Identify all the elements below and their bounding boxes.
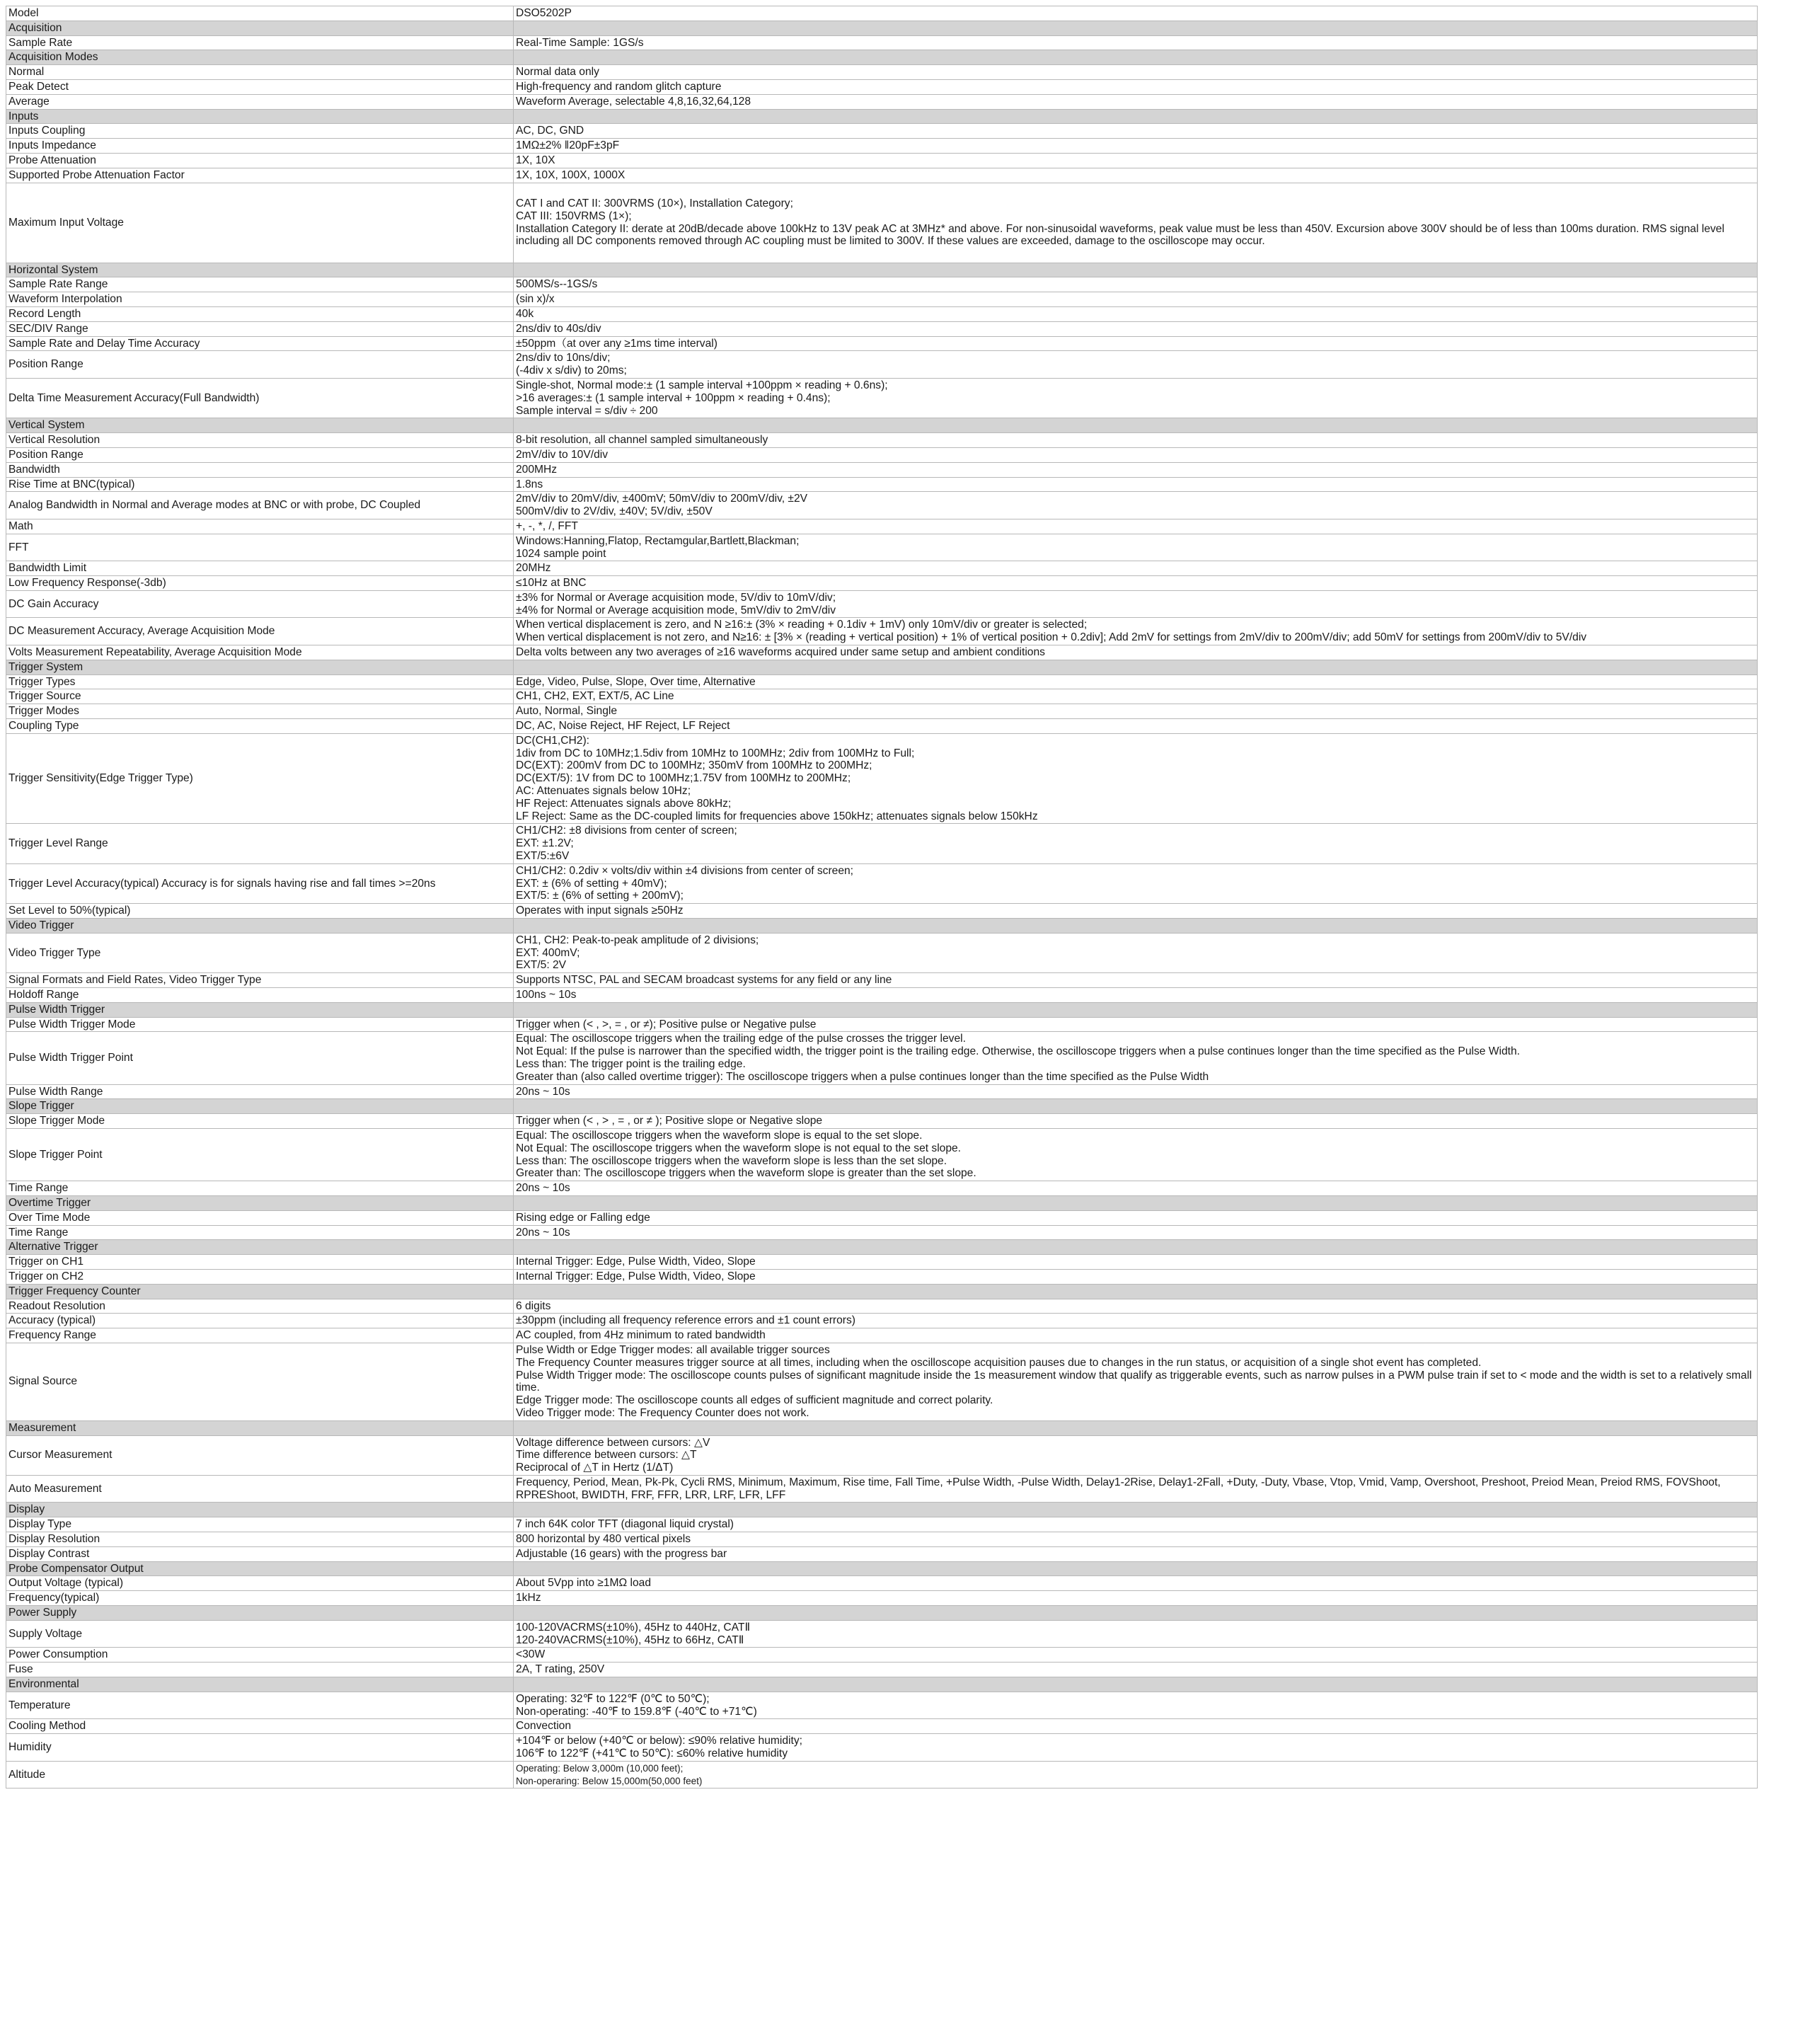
spec-label: Display Resolution <box>6 1532 514 1547</box>
section-title: Vertical System <box>6 418 514 433</box>
section-header-row <box>6 21 1758 35</box>
spec-value: 20ns ~ 10s <box>514 1084 1758 1099</box>
spec-value: Internal Trigger: Edge, Pulse Width, Video, Slope <box>514 1255 1758 1270</box>
spec-row <box>6 1591 1758 1606</box>
section-title: Power Supply <box>6 1606 514 1621</box>
spec-value: High-frequency and random glitch capture <box>514 79 1758 94</box>
spec-value: Auto, Normal, Single <box>514 704 1758 719</box>
spec-value: Convection <box>514 1719 1758 1734</box>
spec-row <box>6 277 1758 292</box>
spec-row <box>6 1692 1758 1719</box>
spec-value: 2ns/div to 10ns/div; (-4div x s/div) to 20ms; <box>514 351 1758 379</box>
spec-value: Trigger when (< , >, = , or ≠); Positive pulse or Negative pulse <box>514 1017 1758 1032</box>
spec-label: Sample Rate <box>6 35 514 50</box>
spec-label: Rise Time at BNC(typical) <box>6 477 514 492</box>
spec-row <box>6 1546 1758 1561</box>
spec-value: AC, DC, GND <box>514 124 1758 139</box>
spec-label: Trigger Source <box>6 689 514 704</box>
spec-label: Volts Measurement Repeatability, Average Acquisition Mode <box>6 645 514 660</box>
section-blank-cell <box>514 1240 1758 1255</box>
spec-row <box>6 1620 1758 1648</box>
spec-label: Frequency(typical) <box>6 1591 514 1606</box>
spec-row <box>6 1210 1758 1225</box>
section-title: Probe Compensator Output <box>6 1561 514 1576</box>
spec-value: 8-bit resolution, all channel sampled simultaneously <box>514 433 1758 448</box>
spec-row <box>6 351 1758 379</box>
section-header-row <box>6 1561 1758 1576</box>
spec-value: 2mV/div to 20mV/div, ±400mV; 50mV/div to 200mV/div, ±2V 500mV/div to 2V/div, ±40V; 5V/div, ±50V <box>514 492 1758 519</box>
spec-value: Single-shot, Normal mode:± (1 sample interval +100ppm × reading + 0.6ns); >16 averages:± (1 sample interval + 100ppm × reading + 0.4ns); Sample interval = s/div ÷ 200 <box>514 378 1758 418</box>
spec-row <box>6 824 1758 863</box>
section-title: Overtime Trigger <box>6 1195 514 1210</box>
section-blank-cell <box>514 418 1758 433</box>
spec-label: Signal Source <box>6 1343 514 1420</box>
section-header-row <box>6 109 1758 124</box>
spec-label: Output Voltage (typical) <box>6 1576 514 1591</box>
spec-row <box>6 1314 1758 1328</box>
section-title: Environmental <box>6 1677 514 1692</box>
spec-value: <30W <box>514 1648 1758 1663</box>
spec-label: Pulse Width Trigger Point <box>6 1032 514 1084</box>
spec-value: DSO5202P <box>514 6 1758 21</box>
spec-row <box>6 378 1758 418</box>
spec-label: Slope Trigger Mode <box>6 1114 514 1129</box>
spec-label: Waveform Interpolation <box>6 292 514 307</box>
section-blank-cell <box>514 21 1758 35</box>
spec-label: Supply Voltage <box>6 1620 514 1648</box>
section-blank-cell <box>514 1284 1758 1299</box>
spec-value: 1.8ns <box>514 477 1758 492</box>
section-title: Horizontal System <box>6 263 514 277</box>
section-header-row <box>6 1677 1758 1692</box>
spec-value: Internal Trigger: Edge, Pulse Width, Video, Slope <box>514 1269 1758 1284</box>
spec-row <box>6 462 1758 477</box>
section-header-row <box>6 1099 1758 1114</box>
spec-row <box>6 35 1758 50</box>
spec-value: Adjustable (16 gears) with the progress bar <box>514 1546 1758 1561</box>
spec-label: Math <box>6 519 514 534</box>
spec-value: 40k <box>514 306 1758 321</box>
spec-row <box>6 1648 1758 1663</box>
spec-row <box>6 1269 1758 1284</box>
section-header-row <box>6 1284 1758 1299</box>
spec-value: 1kHz <box>514 1591 1758 1606</box>
section-blank-cell <box>514 1503 1758 1517</box>
spec-label: Sample Rate Range <box>6 277 514 292</box>
spec-label: Trigger Types <box>6 674 514 689</box>
section-blank-cell <box>514 919 1758 934</box>
spec-label: Time Range <box>6 1181 514 1196</box>
section-blank-cell <box>514 1195 1758 1210</box>
spec-label: Record Length <box>6 306 514 321</box>
spec-label: Signal Formats and Field Rates, Video Trigger Type <box>6 973 514 988</box>
spec-label: Delta Time Measurement Accuracy(Full Bandwidth) <box>6 378 514 418</box>
spec-row <box>6 534 1758 561</box>
spec-label: Sample Rate and Delay Time Accuracy <box>6 336 514 351</box>
spec-label: DC Gain Accuracy <box>6 590 514 618</box>
spec-label: SEC/DIV Range <box>6 321 514 336</box>
spec-label: Slope Trigger Point <box>6 1128 514 1181</box>
spec-value: Real-Time Sample: 1GS/s <box>514 35 1758 50</box>
spec-row <box>6 1719 1758 1734</box>
spec-label: Altitude <box>6 1761 514 1788</box>
spec-label: Video Trigger Type <box>6 933 514 972</box>
section-header-row <box>6 50 1758 65</box>
spec-row <box>6 1435 1758 1475</box>
section-blank-cell <box>514 1606 1758 1621</box>
spec-value: Rising edge or Falling edge <box>514 1210 1758 1225</box>
spec-label: Supported Probe Attenuation Factor <box>6 168 514 183</box>
spec-label: Accuracy (typical) <box>6 1314 514 1328</box>
spec-value: 100-120VACRMS(±10%), 45Hz to 440Hz, CATⅡ 120-240VACRMS(±10%), 45Hz to 66Hz, CATⅡ <box>514 1620 1758 1648</box>
spec-label: Set Level to 50%(typical) <box>6 904 514 919</box>
section-blank-cell <box>514 263 1758 277</box>
section-header-row <box>6 1420 1758 1435</box>
spec-label: Trigger on CH2 <box>6 1269 514 1284</box>
spec-value: 200MHz <box>514 462 1758 477</box>
spec-value: Operating: Below 3,000m (10,000 feet); Non-operaring: Below 15,000m(50,000 feet) <box>514 1761 1758 1788</box>
spec-label: Power Consumption <box>6 1648 514 1663</box>
spec-label: Temperature <box>6 1692 514 1719</box>
spec-label: Analog Bandwidth in Normal and Average modes at BNC or with probe, DC Coupled <box>6 492 514 519</box>
spec-value: CH1, CH2: Peak-to-peak amplitude of 2 divisions; EXT: 400mV; EXT/5: 2V <box>514 933 1758 972</box>
section-title: Acquisition <box>6 21 514 35</box>
spec-label: Normal <box>6 65 514 80</box>
spec-label: Peak Detect <box>6 79 514 94</box>
spec-label: Low Frequency Response(-3db) <box>6 576 514 591</box>
section-title: Alternative Trigger <box>6 1240 514 1255</box>
spec-row <box>6 576 1758 591</box>
spec-label: Trigger Level Accuracy(typical) Accuracy is for signals having rise and fall times >=20ns <box>6 863 514 903</box>
spec-row <box>6 674 1758 689</box>
section-blank-cell <box>514 109 1758 124</box>
spec-value: ±50ppm（at over any ≥1ms time interval) <box>514 336 1758 351</box>
spec-value: CH1/CH2: ±8 divisions from center of screen; EXT: ±1.2V; EXT/5:±6V <box>514 824 1758 863</box>
spec-row <box>6 168 1758 183</box>
spec-row <box>6 933 1758 972</box>
spec-value: 2mV/div to 10V/div <box>514 447 1758 462</box>
spec-row <box>6 719 1758 734</box>
spec-label: Humidity <box>6 1734 514 1762</box>
spec-value: 500MS/s--1GS/s <box>514 277 1758 292</box>
spec-row <box>6 561 1758 576</box>
spec-value: 6 digits <box>514 1299 1758 1314</box>
spec-row <box>6 988 1758 1003</box>
spec-row <box>6 65 1758 80</box>
spec-row <box>6 94 1758 109</box>
spec-label: Model <box>6 6 514 21</box>
section-title: Slope Trigger <box>6 1099 514 1114</box>
spec-value: When vertical displacement is zero, and N ≥16:± (3% × reading + 0.1div + 1mV) only 10mV/div or greater is selected; When vertical displacement is not zero, and N≥16: ± [3% × (reading + vertical position) + 1% of vertical position + 0.2div]; Add 2mV for settings from 2mV/div to 200mV/div; add 50mV for settings from 200mV/div to 5V/div <box>514 618 1758 645</box>
spec-row <box>6 183 1758 263</box>
spec-label: FFT <box>6 534 514 561</box>
spec-label: Probe Attenuation <box>6 153 514 168</box>
spec-row <box>6 139 1758 154</box>
spec-value: Equal: The oscilloscope triggers when the trailing edge of the pulse crosses the trigger level. Not Equal: If the pulse is narrower than the specified width, the trigger point is the trailing edge. Otherwise, the oscilloscope triggers when a pulse continues longer than the time specified as the Pulse Width. Less than: The trigger point is the trailing edge. Greater than (also called overtime trigger): The oscilloscope triggers when a pulse continues longer than the time specified as the Pulse Width <box>514 1032 1758 1084</box>
spec-value: 800 horizontal by 480 vertical pixels <box>514 1532 1758 1547</box>
spec-table <box>6 6 1758 1788</box>
spec-row <box>6 1128 1758 1181</box>
spec-label: Cooling Method <box>6 1719 514 1734</box>
spec-row <box>6 1299 1758 1314</box>
spec-row <box>6 292 1758 307</box>
spec-value: Supports NTSC, PAL and SECAM broadcast systems for any field or any line <box>514 973 1758 988</box>
spec-value: AC coupled, from 4Hz minimum to rated bandwidth <box>514 1328 1758 1343</box>
section-title: Display <box>6 1503 514 1517</box>
spec-value: Waveform Average, selectable 4,8,16,32,64,128 <box>514 94 1758 109</box>
spec-label: Inputs Impedance <box>6 139 514 154</box>
spec-value: +, -, *, /, FFT <box>514 519 1758 534</box>
spec-value: +104℉ or below (+40℃ or below): ≤90% relative humidity; 106℉ to 122℉ (+41℃ to 50℃): ≤60% relative humidity <box>514 1734 1758 1762</box>
spec-row <box>6 1255 1758 1270</box>
spec-label: DC Measurement Accuracy, Average Acquisition Mode <box>6 618 514 645</box>
spec-table-body <box>6 6 1758 1788</box>
spec-value: Pulse Width or Edge Trigger modes: all available trigger sources The Frequency Counter measures trigger source at all times, including when the oscilloscope acquisition pauses due to changes in the run status, or acquisition of a single shot event has completed. Pulse Width Trigger mode: The oscilloscope counts pulses of significant magnitude inside the 1s measurement window that qualify as triggerable events, such as narrow pulses in a PWM pulse train if set to < mode and the width is set to a relatively small time. Edge Trigger mode: The oscilloscope counts all edges of sufficient magnitude and correct polarity. Video Trigger mode: The Frequency Counter does not work. <box>514 1343 1758 1420</box>
section-header-row <box>6 1606 1758 1621</box>
spec-label: Fuse <box>6 1663 514 1677</box>
spec-row <box>6 645 1758 660</box>
spec-row <box>6 1084 1758 1099</box>
spec-row <box>6 1328 1758 1343</box>
section-blank-cell <box>514 1099 1758 1114</box>
spec-value: 1X, 10X, 100X, 1000X <box>514 168 1758 183</box>
spec-row <box>6 973 1758 988</box>
spec-row <box>6 904 1758 919</box>
spec-label: Time Range <box>6 1225 514 1240</box>
spec-row <box>6 689 1758 704</box>
section-title: Acquisition Modes <box>6 50 514 65</box>
spec-row <box>6 321 1758 336</box>
spec-row <box>6 1181 1758 1196</box>
spec-row <box>6 433 1758 448</box>
spec-value: 1X, 10X <box>514 153 1758 168</box>
spec-value: 100ns ~ 10s <box>514 988 1758 1003</box>
spec-value: (sin x)/x <box>514 292 1758 307</box>
spec-row <box>6 1343 1758 1420</box>
spec-row <box>6 306 1758 321</box>
spec-label: Coupling Type <box>6 719 514 734</box>
spec-value: DC(CH1,CH2): 1div from DC to 10MHz;1.5div from 10MHz to 100MHz; 2div from 100MHz to Full; DC(EXT): 200mV from DC to 100MHz; 350mV from 100MHz to 200MHz; DC(EXT/5): 1V from DC to 100MHz;1.75V from 100MHz to 200MHz; AC: Attenuates signals below 10Hz; HF Reject: Attenuates signals above 80kHz; LF Reject: Same as the DC-coupled limits for frequencies above 150kHz; attenuates signals below 150kHz <box>514 733 1758 824</box>
spec-row <box>6 1114 1758 1129</box>
spec-row <box>6 153 1758 168</box>
spec-value: CH1, CH2, EXT, EXT/5, AC Line <box>514 689 1758 704</box>
spec-label: Frequency Range <box>6 1328 514 1343</box>
spec-label: Trigger Modes <box>6 704 514 719</box>
section-header-row <box>6 418 1758 433</box>
spec-row <box>6 1532 1758 1547</box>
spec-value: 2A, T rating, 250V <box>514 1663 1758 1677</box>
spec-label: Display Contrast <box>6 1546 514 1561</box>
section-header-row <box>6 1503 1758 1517</box>
section-blank-cell <box>514 1002 1758 1017</box>
spec-value: ≤10Hz at BNC <box>514 576 1758 591</box>
spec-row <box>6 863 1758 903</box>
spec-value: Operating: 32℉ to 122℉ (0℃ to 50℃); Non-operating: -40℉ to 159.8℉ (-40℃ to +71℃) <box>514 1692 1758 1719</box>
spec-label: Cursor Measurement <box>6 1435 514 1475</box>
spec-label: Trigger Level Range <box>6 824 514 863</box>
spec-value: CH1/CH2: 0.2div × volts/div within ±4 divisions from center of screen; EXT: ± (6% of setting + 40mV); EXT/5: ± (6% of setting + 200mV); <box>514 863 1758 903</box>
spec-row <box>6 704 1758 719</box>
spec-value: 7 inch 64K color TFT (diagonal liquid crystal) <box>514 1517 1758 1532</box>
spec-row <box>6 1761 1758 1788</box>
spec-label: Holdoff Range <box>6 988 514 1003</box>
spec-value: Equal: The oscilloscope triggers when the waveform slope is equal to the set slope. Not Equal: The oscilloscope triggers when the waveform slope is not equal to the set slope. Less than: The oscilloscope triggers when the waveform slope is less than the set slope. Greater than: The oscilloscope triggers when the waveform slope is greater than the set slope. <box>514 1128 1758 1181</box>
spec-row <box>6 733 1758 824</box>
spec-value: 2ns/div to 40s/div <box>514 321 1758 336</box>
section-header-row <box>6 1195 1758 1210</box>
section-header-row <box>6 1240 1758 1255</box>
spec-value: 20ns ~ 10s <box>514 1225 1758 1240</box>
spec-label: Position Range <box>6 447 514 462</box>
spec-row <box>6 477 1758 492</box>
spec-row <box>6 1017 1758 1032</box>
spec-label: Pulse Width Range <box>6 1084 514 1099</box>
section-header-row <box>6 1002 1758 1017</box>
spec-label: Trigger on CH1 <box>6 1255 514 1270</box>
spec-label: Display Type <box>6 1517 514 1532</box>
spec-value: 20MHz <box>514 561 1758 576</box>
spec-label: Readout Resolution <box>6 1299 514 1314</box>
spec-row <box>6 1663 1758 1677</box>
spec-row <box>6 336 1758 351</box>
spec-value: ±30ppm (including all frequency reference errors and ±1 count errors) <box>514 1314 1758 1328</box>
spec-label: Over Time Mode <box>6 1210 514 1225</box>
spec-value: 1MΩ±2% ǁ20pF±3pF <box>514 139 1758 154</box>
spec-row <box>6 6 1758 21</box>
spec-value: DC, AC, Noise Reject, HF Reject, LF Reject <box>514 719 1758 734</box>
spec-label: Bandwidth <box>6 462 514 477</box>
section-blank-cell <box>514 1561 1758 1576</box>
spec-value: Edge, Video, Pulse, Slope, Over time, Alternative <box>514 674 1758 689</box>
section-header-row <box>6 660 1758 674</box>
spec-row <box>6 1475 1758 1503</box>
spec-value: ±3% for Normal or Average acquisition mode, 5V/div to 10mV/div; ±4% for Normal or Average acquisition mode, 5mV/div to 2mV/div <box>514 590 1758 618</box>
spec-value: Frequency, Period, Mean, Pk-Pk, Cycli RMS, Minimum, Maximum, Rise time, Fall Time, +Pulse Width, -Pulse Width, Delay1-2Rise, Delay1-2Fall, +Duty, -Duty, Vbase, Vtop, Vmid, Vamp, Overshoot, Preshoot, Preiod Mean, Preiod RMS, FOVShoot, RPREShoot, BWIDTH, FRF, FFR, LRR, LRF, LFR, LFF <box>514 1475 1758 1503</box>
section-header-row <box>6 263 1758 277</box>
spec-row <box>6 1734 1758 1762</box>
spec-label: Auto Measurement <box>6 1475 514 1503</box>
spec-value: Normal data only <box>514 65 1758 80</box>
spec-row <box>6 519 1758 534</box>
spec-label: Bandwidth Limit <box>6 561 514 576</box>
spec-row <box>6 1517 1758 1532</box>
spec-row <box>6 590 1758 618</box>
section-title: Measurement <box>6 1420 514 1435</box>
section-blank-cell <box>514 660 1758 674</box>
spec-label: Pulse Width Trigger Mode <box>6 1017 514 1032</box>
spec-label: Trigger Sensitivity(Edge Trigger Type) <box>6 733 514 824</box>
section-title: Pulse Width Trigger <box>6 1002 514 1017</box>
section-header-row <box>6 919 1758 934</box>
section-blank-cell <box>514 1420 1758 1435</box>
spec-label: Position Range <box>6 351 514 379</box>
section-title: Trigger System <box>6 660 514 674</box>
spec-value: 20ns ~ 10s <box>514 1181 1758 1196</box>
spec-value: Voltage difference between cursors: △V Time difference between cursors: △T Reciprocal of △T in Hertz (1/ΔT) <box>514 1435 1758 1475</box>
spec-row <box>6 618 1758 645</box>
spec-value: Delta volts between any two averages of ≥16 waveforms acquired under same setup and ambient conditions <box>514 645 1758 660</box>
spec-row <box>6 1225 1758 1240</box>
section-blank-cell <box>514 50 1758 65</box>
spec-row <box>6 447 1758 462</box>
section-title: Video Trigger <box>6 919 514 934</box>
spec-value: Trigger when (< , > , = , or ≠ ); Positive slope or Negative slope <box>514 1114 1758 1129</box>
section-title: Trigger Frequency Counter <box>6 1284 514 1299</box>
spec-value: Windows:Hanning,Flatop, Rectamgular,Bartlett,Blackman; 1024 sample point <box>514 534 1758 561</box>
section-blank-cell <box>514 1677 1758 1692</box>
spec-label: Maximum Input Voltage <box>6 183 514 263</box>
spec-row <box>6 1032 1758 1084</box>
spec-row <box>6 492 1758 519</box>
spec-row <box>6 124 1758 139</box>
spec-label: Inputs Coupling <box>6 124 514 139</box>
spec-value: CAT I and CAT II: 300VRMS (10×), Installation Category; CAT III: 150VRMS (1×); Installation Category II: derate at 20dB/decade above 100kHz to 13V peak AC at 3MHz* and above. For non-sinusoidal waveforms, peak value must be less than 450V. Excursion above 300V should be of less than 100ms duration. RMS signal level including all DC components removed through AC coupling must be limited to 300V. If these values are exceeded, damage to the oscilloscope may occur. <box>514 183 1758 263</box>
section-title: Inputs <box>6 109 514 124</box>
spec-value: Operates with input signals ≥50Hz <box>514 904 1758 919</box>
spec-row <box>6 1576 1758 1591</box>
spec-row <box>6 79 1758 94</box>
spec-label: Vertical Resolution <box>6 433 514 448</box>
spec-label: Average <box>6 94 514 109</box>
spec-value: About 5Vpp into ≥1MΩ load <box>514 1576 1758 1591</box>
